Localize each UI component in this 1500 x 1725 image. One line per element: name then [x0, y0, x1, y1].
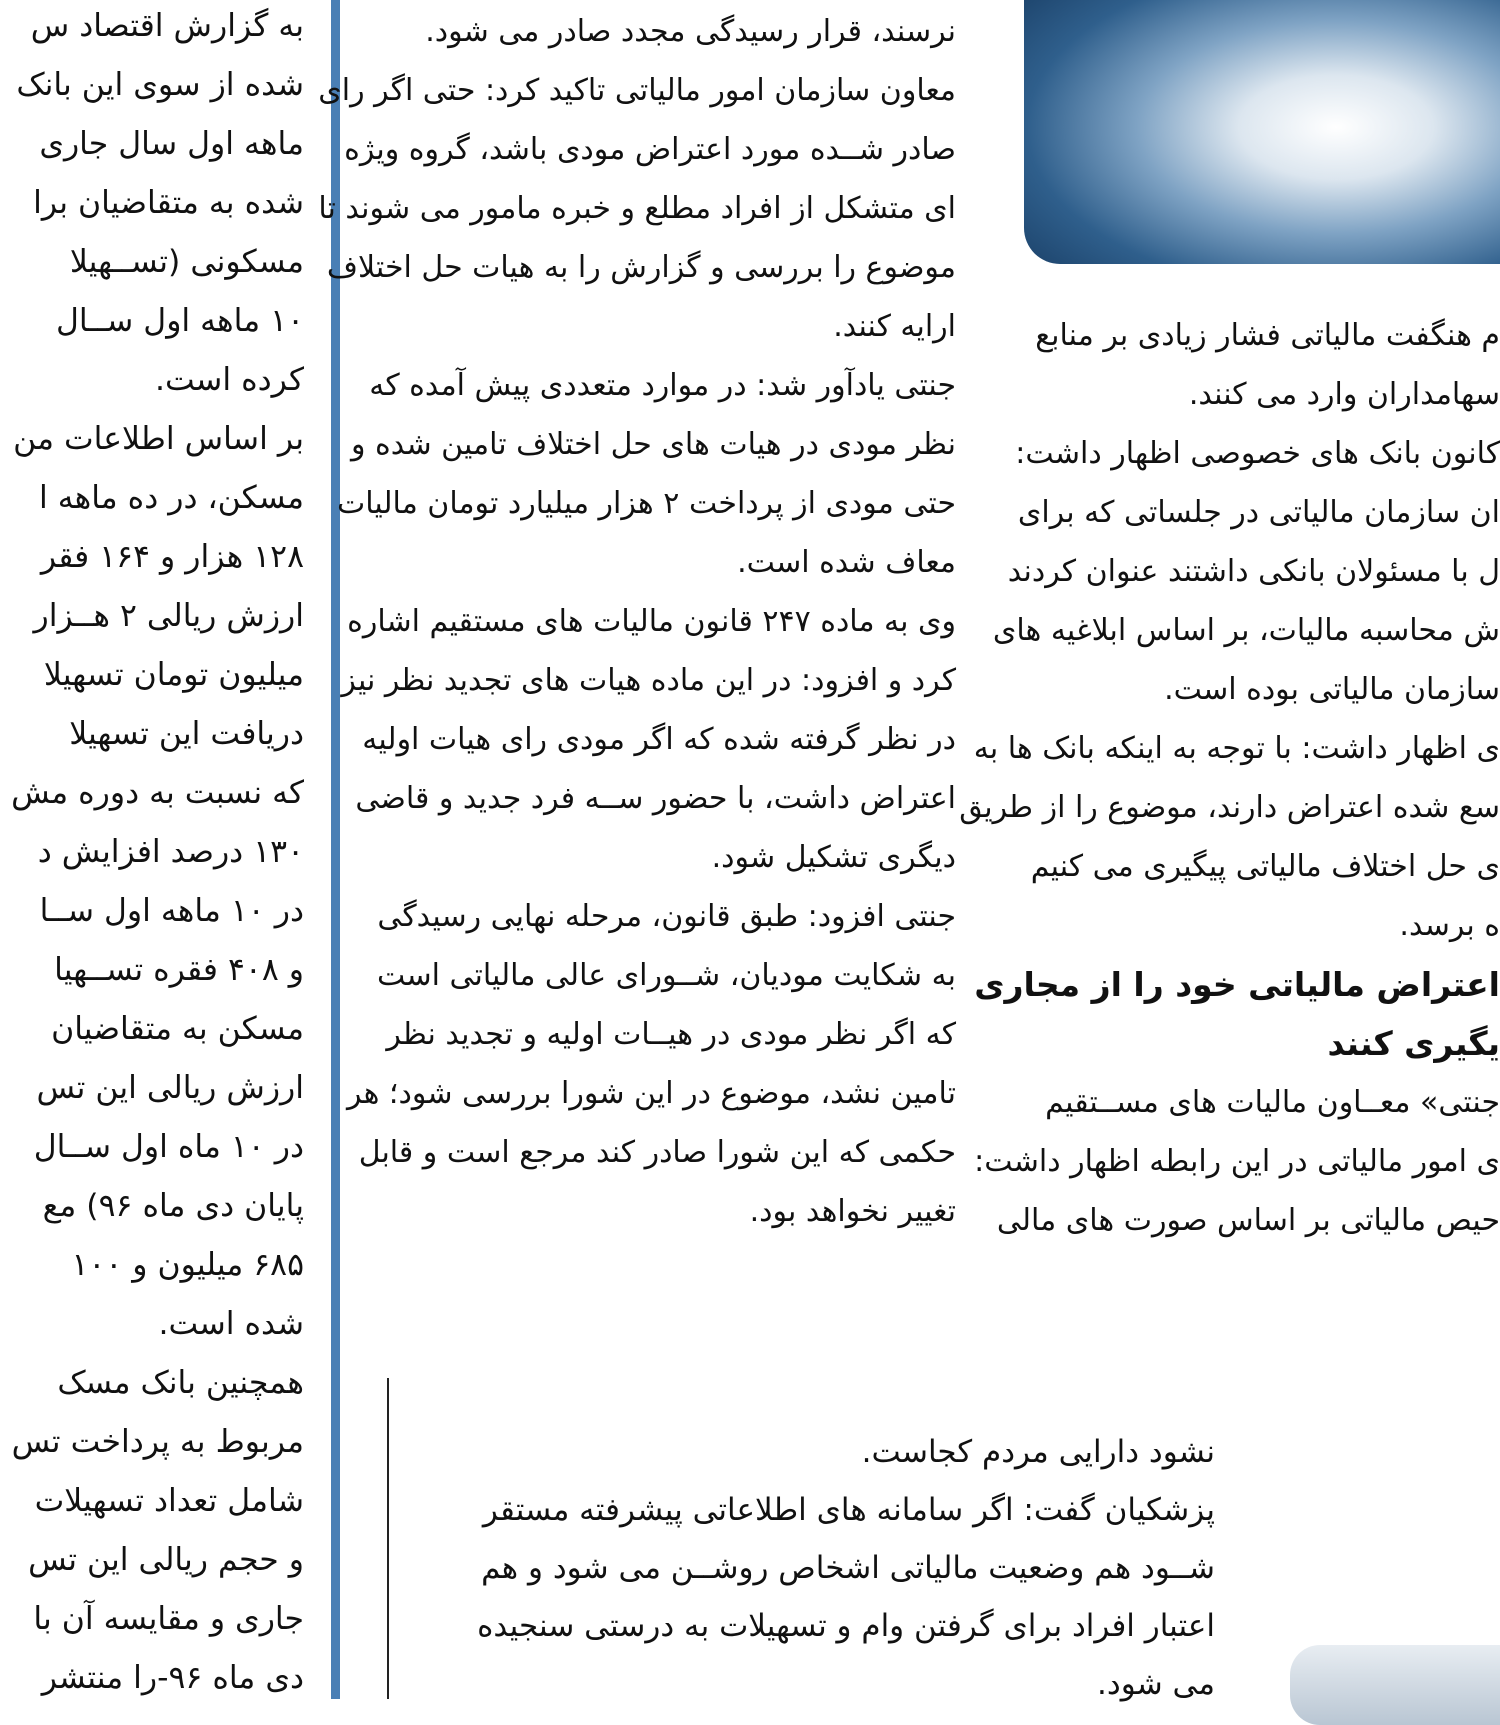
text-line: ماهه اول سال جاری: [39, 126, 304, 162]
text-line: یگیری کنند: [1327, 1024, 1500, 1063]
text-line: سع شده اعتراض دارند، موضوع را از طریق: [959, 790, 1500, 825]
text-line: کانون بانک های خصوصی اظهار داشت:: [1015, 436, 1500, 471]
text-line: حیص مالیاتی بر اساس صورت های مالی: [996, 1203, 1500, 1238]
text-line: دی ماه ۹۶-را منتشر: [41, 1660, 304, 1696]
text-line: به شکایت مودیان، شــورای عالی مالیاتی است: [377, 958, 956, 993]
text-line: که نسبت به دوره مش: [11, 775, 304, 811]
text-line: شده به متقاضیان برا: [33, 185, 304, 221]
section-divider-rule: [387, 1378, 389, 1699]
text-line: نشود دارایی مردم کجاست.: [861, 1434, 1215, 1470]
text-line: در ۱۰ ماه اول ســال: [33, 1129, 304, 1165]
text-line: میلیون تومان تسهیلا: [43, 657, 304, 693]
text-line: معاف شده است.: [737, 545, 956, 580]
text-line: و حجم ریالی این تس: [28, 1542, 304, 1578]
text-line: ارایه کنند.: [833, 309, 956, 344]
text-line: ارزش ریالی این تس: [36, 1070, 304, 1106]
text-line: ۶۸۵ میلیون و ۱۰۰: [71, 1247, 304, 1283]
text-line: ای متشکل از افراد مطلع و خبره مامور می شوند تا: [318, 191, 956, 226]
text-line: سهامداران وارد می کنند.: [1188, 377, 1500, 412]
text-line: ل با مسئولان بانکی داشتند عنوان کردند: [1007, 554, 1500, 589]
text-line: حتی مودی از پرداخت ۲ هزار میلیارد تومان مالیات: [336, 486, 956, 521]
text-line: جاری و مقایسه آن با: [33, 1601, 304, 1637]
text-line: جنتی افزود: طبق قانون، مرحله نهایی رسیدگی: [377, 899, 956, 934]
text-line: معاون سازمان امور مالیاتی تاکید کرد: حتی اگر رای: [318, 73, 956, 108]
text-line: ۱۳۰ درصد افزایش د: [37, 834, 304, 870]
text-line: در ۱۰ ماهه اول ســا: [39, 893, 304, 929]
text-line: همچنین بانک مسک: [57, 1365, 304, 1401]
article-photo-partial: [1290, 1645, 1500, 1725]
text-line: که اگر نظر مودی در هیــات اولیه و تجدید نظر: [386, 1017, 956, 1052]
text-line: اعتراض داشت، با حضور ســه فرد جدید و قاضی: [355, 781, 956, 816]
text-line: و ۴۰۸ فقره تســهیا: [54, 952, 304, 988]
middle-column: [316, 2, 956, 1241]
article-photo: [1024, 0, 1500, 264]
text-line: کرد و افزود: در این ماده هیات های تجدید نظر نیز: [341, 663, 956, 698]
text-line: بر اساس اطلاعات من: [13, 421, 304, 457]
text-line: اعتبار افراد برای گرفتن وام و تسهیلات به درستی سنجیده: [477, 1608, 1215, 1644]
text-line: جنتی» معــاون مالیات های مســتقیم: [1045, 1085, 1500, 1120]
left-column: [0, 0, 304, 1708]
text-line: حکمی که این شورا صادر کند مرجع است و قابل: [358, 1135, 956, 1170]
text-line: ه برسد.: [1399, 908, 1500, 943]
text-line: می شود.: [1097, 1666, 1215, 1702]
right-column: [960, 306, 1500, 1250]
text-line: صادر شــده مورد اعتراض مودی باشد، گروه ویژه: [344, 132, 956, 167]
text-line: وی به ماده ۲۴۷ قانون مالیات های مستقیم اشاره: [347, 604, 956, 639]
bottom-column: [415, 1423, 1215, 1713]
text-line: دیگری تشکیل شود.: [711, 840, 956, 875]
text-line: ۱۲۸ هزار و ۱۶۴ فقر: [40, 539, 304, 575]
text-line: موضوع را بررسی و گزارش را به هیات حل اختلاف: [326, 250, 956, 285]
text-line: تامین نشد، موضوع در این شورا بررسی شود؛ هر: [347, 1076, 956, 1111]
text-line: شده است.: [158, 1306, 304, 1342]
text-line: شامل تعداد تسهیلات: [34, 1483, 304, 1519]
text-line: نظر مودی در هیات های حل اختلاف تامین شده و: [350, 427, 956, 462]
text-line: اعتراض مالیاتی خود را از مجاری: [974, 965, 1500, 1004]
text-line: ش محاسبه مالیات، بر اساس ابلاغیه های: [992, 613, 1500, 648]
text-line: جنتی یادآور شد: در موارد متعددی پیش آمده که: [369, 368, 956, 403]
text-line: شده از سوی این بانک: [16, 67, 304, 103]
text-line: پایان دی ماه ۹۶) مع: [42, 1188, 304, 1224]
text-line: مربوط به پرداخت تس: [11, 1424, 304, 1460]
text-line: سازمان مالیاتی بوده است.: [1164, 672, 1500, 707]
text-line: ان سازمان مالیاتی در جلساتی که برای: [1017, 495, 1500, 530]
text-line: کرده است.: [154, 362, 304, 398]
text-line: م هنگفت مالیاتی فشار زیادی بر منابع: [1035, 318, 1500, 353]
text-line: تغییر نخواهد بود.: [749, 1194, 956, 1229]
text-line: مسکونی (تســهیلا: [69, 244, 304, 280]
text-line: دریافت این تسهیلا: [69, 716, 304, 752]
text-line: ۱۰ ماهه اول ســال: [55, 303, 304, 339]
text-line: ارزش ریالی ۲ هــزار: [33, 598, 304, 634]
text-line: مسکن به متقاضیان: [51, 1011, 304, 1047]
text-line: ی اظهار داشت: با توجه به اینکه بانک ها به: [973, 731, 1500, 766]
text-line: نرسند، قرار رسیدگی مجدد صادر می شود.: [425, 14, 956, 49]
text-line: مسکن، در ده ماهه ا: [38, 480, 304, 516]
text-line: شــود هم وضعیت مالیاتی اشخاص روشــن می شود و هم: [481, 1550, 1215, 1586]
text-line: در نظر گرفته شده که اگر مودی رای هیات اولیه: [362, 722, 956, 757]
text-line: ی امور مالیاتی در این رابطه اظهار داشت:: [974, 1144, 1500, 1179]
text-line: به گزارش اقتصاد س: [30, 8, 304, 44]
text-line: ی حل اختلاف مالیاتی پیگیری می کنیم: [1030, 849, 1500, 884]
text-line: پزشکیان گفت: اگر سامانه های اطلاعاتی پیشرفته مستقر: [482, 1492, 1215, 1528]
